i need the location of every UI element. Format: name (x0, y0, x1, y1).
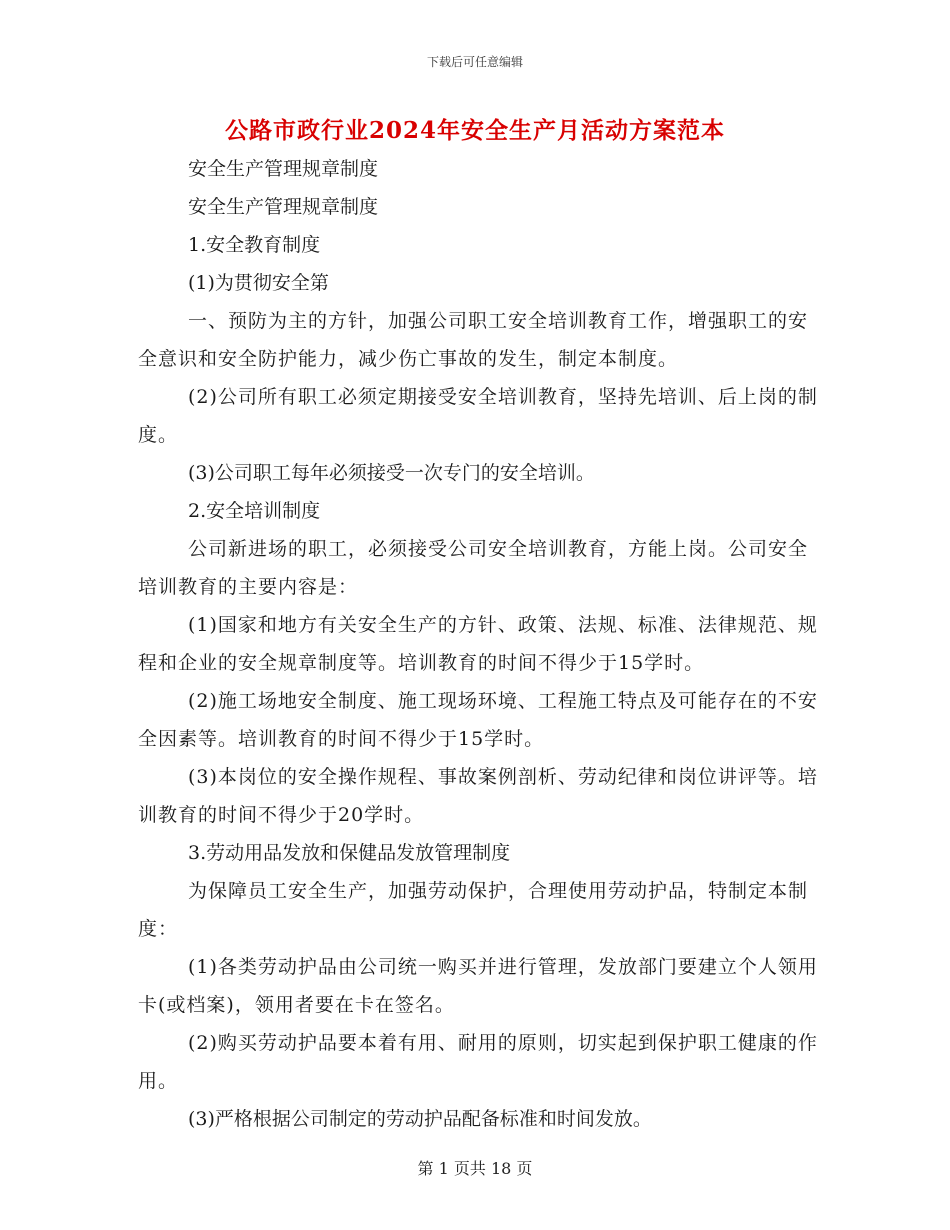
paragraph: 安全生产管理规章制度 (188, 158, 379, 180)
list-item: (2)公司所有职工必须定期接受安全培训教育，坚持先培训、后上岗的制度。 (138, 386, 818, 446)
document-body (138, 150, 820, 1138)
document-title: 公路市政行业2024年安全生产月活动方案范本 (224, 117, 725, 144)
paragraph: 安全生产管理规章制度 (188, 196, 379, 218)
list-item: (2)施工场地安全制度、施工现场环境、工程施工特点及可能存在的不安全因素等。培训教育的时间不得少于15学时。 (138, 690, 818, 750)
list-item: (3)严格根据公司制定的劳动护品配备标准和时间发放。 (188, 1108, 652, 1130)
list-item: (1)各类劳动护品由公司统一购买并进行管理，发放部门要建立个人领用卡(或档案)，领用者要在卡在签名。 (138, 956, 818, 1016)
list-item: (3)本岗位的安全操作规程、事故案例剖析、劳动纪律和岗位讲评等。培训教育的时间不得少于20学时。 (138, 766, 818, 826)
paragraph: 公司新进场的职工，必须接受公司安全培训教育，方能上岗。公司安全培训教育的主要内容是： (138, 538, 809, 598)
paragraph: 为保障员工安全生产，加强劳动保护，合理使用劳动护品，特制定本制度： (138, 880, 809, 940)
page-footer: 第 1 页共 18 页 (417, 1159, 533, 1178)
list-item: (3)公司职工每年必须接受一次专门的安全培训。 (188, 462, 595, 484)
paragraph: 一、预防为主的方针，加强公司职工安全培训教育工作，增强职工的安全意识和安全防护能力，减少伤亡事故的发生，制定本制度。 (138, 310, 809, 370)
section-heading: 1.安全教育制度 (188, 234, 321, 256)
section-heading: 3.劳动用品发放和保健品发放管理制度 (188, 842, 511, 864)
list-item: (2)购买劳动护品要本着有用、耐用的原则，切实起到保护职工健康的作用。 (138, 1032, 818, 1092)
list-item: (1)国家和地方有关安全生产的方针、政策、法规、标准、法律规范、规程和企业的安全规章制度等。培训教育的时间不得少于15学时。 (138, 614, 818, 674)
list-item: (1)为贯彻安全第 (188, 272, 329, 294)
page-header-note: 下载后可任意编辑 (426, 55, 523, 69)
section-heading: 2.安全培训制度 (188, 500, 321, 522)
